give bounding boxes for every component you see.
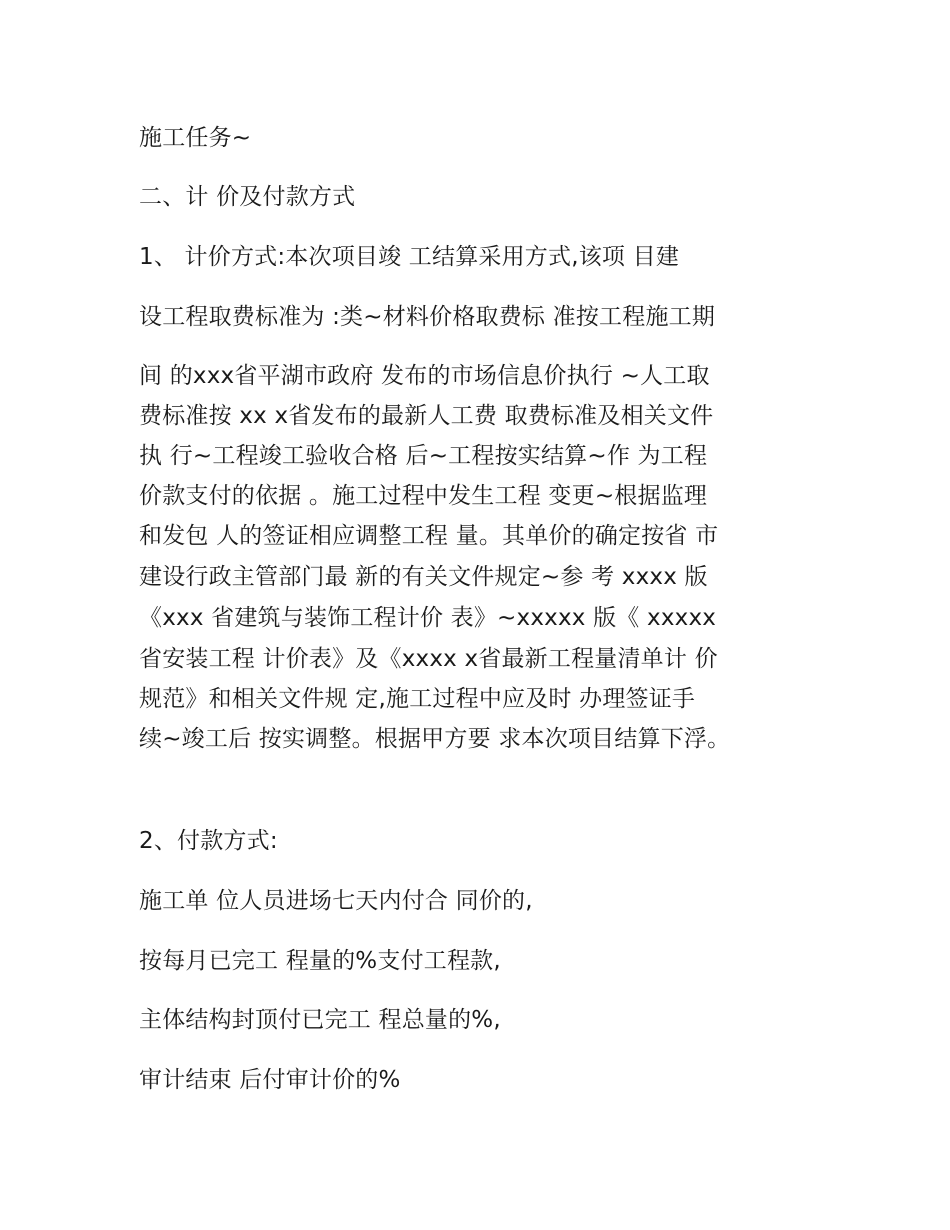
text-line: 主体结构封顶付已完工 程总量的%, bbox=[139, 1007, 501, 1033]
text-line: 续~竣工后 按实调整。根据甲方要 求本次项目结算下浮。 bbox=[139, 726, 731, 752]
text-line: 施工单 位人员进场七天内付合 同价的, bbox=[139, 888, 533, 914]
text-line: 按每月已完工 程量的%支付工程款, bbox=[139, 948, 501, 974]
text-line: 规范》和相关文件规 定,施工过程中应及时 办理签证手 bbox=[139, 686, 696, 712]
text-line: 施工任务~ bbox=[139, 125, 252, 151]
text-line: 设工程取费标准为 :类~材料价格取费标 准按工程施工期 bbox=[139, 304, 716, 330]
section-heading: 二、计 价及付款方式 bbox=[139, 184, 356, 210]
text-line: 执 行~工程竣工验收合格 后~工程按实结算~作 为工程 bbox=[139, 443, 708, 469]
text-line: 1、 计价方式:本次项目竣 工结算采用方式,该项 目建 bbox=[139, 244, 680, 270]
text-line: 价款支付的依据 。施工过程中发生工程 变更~根据监理 bbox=[139, 483, 708, 509]
text-line: 《xxx 省建筑与装饰工程计价 表》~xxxxx 版《 xxxxx bbox=[139, 605, 717, 631]
text-line: 费标准按 xx x省发布的最新人工费 取费标准及相关文件 bbox=[139, 403, 714, 429]
text-line: 省安装工程 计价表》及《xxxx x省最新工程量清单计 价 bbox=[139, 646, 718, 672]
text-line: 审计结束 后付审计价的% bbox=[139, 1067, 401, 1093]
section-heading: 2、付款方式: bbox=[139, 828, 278, 854]
text-line: 间 的xxx省平湖市政府 发布的市场信息价执行 ~人工取 bbox=[139, 363, 710, 389]
text-line: 建设行政主管部门最 新的有关文件规定~参 考 xxxx 版 bbox=[139, 564, 708, 590]
text-line: 和发包 人的签证相应调整工程 量。其单价的确定按省 市 bbox=[139, 523, 719, 549]
